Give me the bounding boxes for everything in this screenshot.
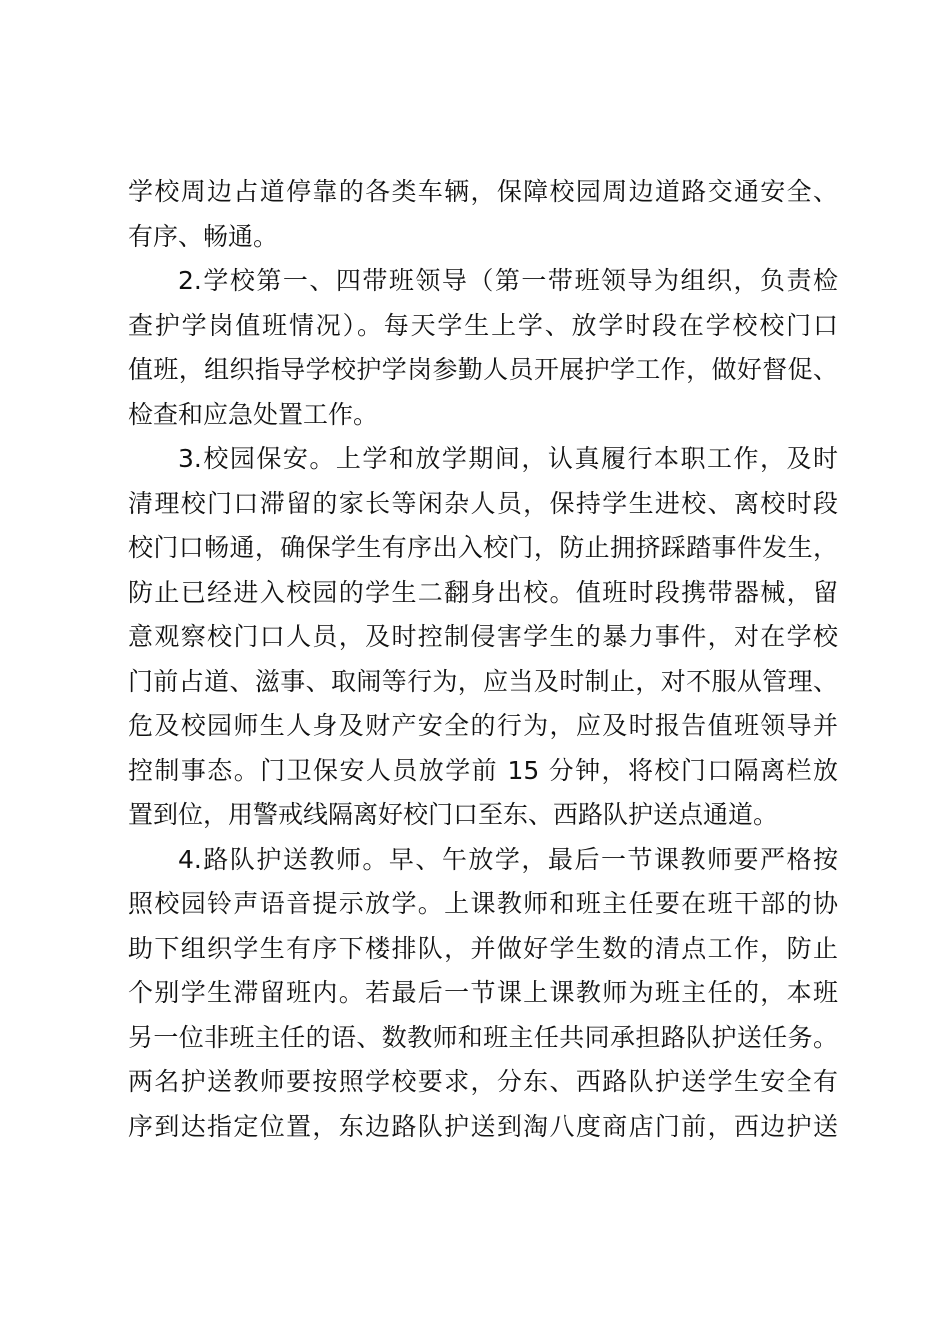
body-line: 3.校园保安。上学和放学期间，认真履行本职工作，及时 <box>178 444 838 473</box>
body-line: 2.学校第一、四带班领导（第一带班领导为组织，负责检 <box>178 266 838 295</box>
body-line: 清理校门口滞留的家长等闲杂人员，保持学生进校、离校时段 <box>128 488 838 518</box>
body-line: 个别学生滞留班内。若最后一节课上课教师为班主任的，本班 <box>128 978 838 1007</box>
body-line: 两名护送教师要按照学校要求，分东、西路队护送学生安全有 <box>128 1067 838 1096</box>
body-line: 防止已经进入校园的学生二翻身出校。值班时段携带器械，留 <box>128 577 838 607</box>
body-line: 置到位，用警戒线隔离好校门口至东、西路队护送点通道。 <box>128 800 779 829</box>
body-line: 照校园铃声语音提示放学。上课教师和班主任要在班干部的协 <box>128 889 838 918</box>
body-line: 查护学岗值班情况）。每天学生上学、放学时段在学校校门口 <box>128 310 838 340</box>
body-line: 危及校园师生人身及财产安全的行为，应及时报告值班领导并 <box>128 711 838 740</box>
body-line: 4.路队护送教师。早、午放学，最后一节课教师要严格按 <box>178 844 838 874</box>
body-line: 控制事态。门卫保安人员放学前 15 分钟，将校门口隔离栏放 <box>128 755 838 785</box>
body-line: 另一位非班主任的语、数教师和班主任共同承担路队护送任务。 <box>128 1022 838 1052</box>
body-line: 序到达指定位置，东边路队护送到淘八度商店门前，西边护送 <box>128 1111 838 1141</box>
body-line: 助下组织学生有序下楼排队，并做好学生数的清点工作，防止 <box>128 933 838 963</box>
body-line: 意观察校门口人员，及时控制侵害学生的暴力事件，对在学校 <box>128 622 838 651</box>
document-body <box>128 170 838 1149</box>
body-line: 门前占道、滋事、取闹等行为，应当及时制止，对不服从管理、 <box>128 666 838 696</box>
body-line: 检查和应急处置工作。 <box>128 399 379 429</box>
body-line: 校门口畅通，确保学生有序出入校门，防止拥挤踩踏事件发生， <box>128 533 838 562</box>
body-line: 学校周边占道停靠的各类车辆，保障校园周边道路交通安全、 <box>128 177 838 206</box>
body-line: 有序、畅通。 <box>128 221 279 251</box>
body-line: 值班，组织指导学校护学岗参勤人员开展护学工作，做好督促、 <box>128 355 838 384</box>
